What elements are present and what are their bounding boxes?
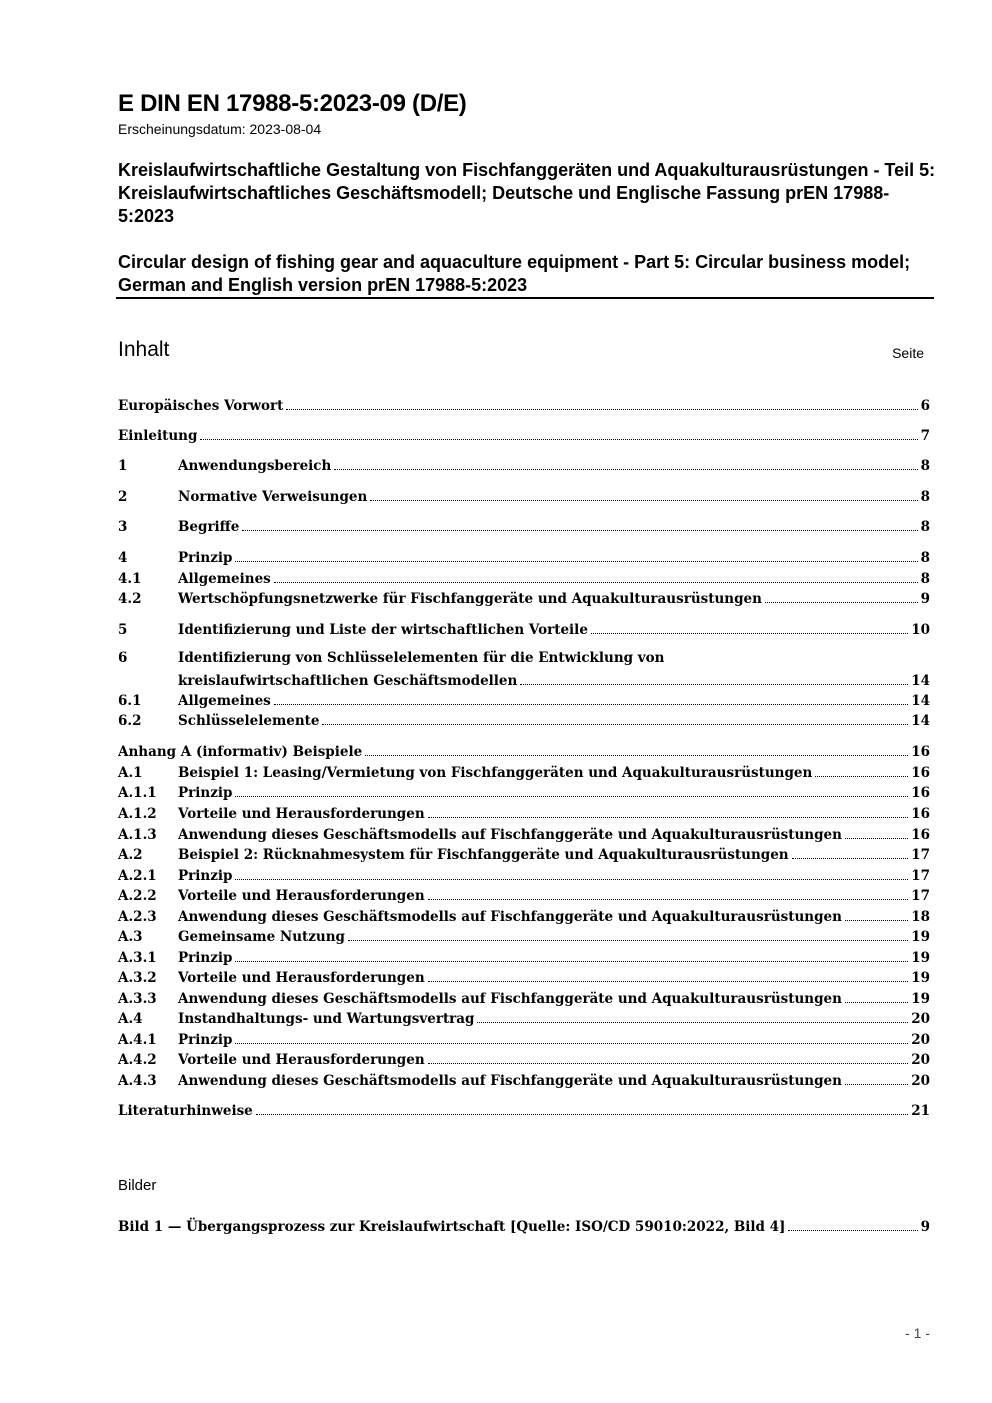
- toc-entry-number: A.4.1: [118, 1032, 157, 1048]
- toc-entry[interactable]: [118, 886, 930, 906]
- toc-entry-label: Normative Verweisungen: [178, 489, 368, 505]
- toc-entry-label: Anwendungsbereich: [178, 458, 332, 474]
- toc-entry-label: Beispiel 1: Leasing/Vermietung von Fischfanggeräten und Aquakulturausrüstungen: [178, 765, 813, 781]
- toc-entry-page: 8: [920, 571, 930, 587]
- toc-entry[interactable]: [118, 948, 930, 968]
- toc-entry-label: Prinzip: [178, 1032, 233, 1048]
- toc-entry-page: 17: [911, 847, 930, 863]
- toc-entry[interactable]: [118, 742, 930, 762]
- toc-entry[interactable]: [118, 1009, 930, 1029]
- toc-entry[interactable]: [118, 845, 930, 865]
- toc-entry[interactable]: [118, 426, 930, 446]
- toc-entry-number: A.2.2: [118, 888, 157, 904]
- toc-entry-number: 6.1: [118, 693, 142, 709]
- toc-entry-label: Identifizierung und Liste der wirtschaftlichen Vorteile: [178, 622, 588, 638]
- toc-entry-page: 20: [911, 1073, 930, 1089]
- dot-leader: [520, 671, 908, 685]
- toc-entry[interactable]: [118, 711, 930, 731]
- toc-entry-number: A.1.2: [118, 806, 157, 822]
- toc-entry-continuation[interactable]: [178, 671, 930, 691]
- toc-entry[interactable]: [118, 1071, 930, 1091]
- toc-entry[interactable]: [118, 569, 930, 589]
- figure-list-entry[interactable]: [118, 1217, 930, 1237]
- toc-entry-number: A.3.1: [118, 950, 157, 966]
- toc-entry-number: A.4.2: [118, 1052, 157, 1068]
- toc-entry-page: 7: [920, 428, 930, 444]
- dot-leader: [845, 907, 908, 921]
- toc-entry-number: 6.2: [118, 713, 142, 729]
- publication-date: Erscheinungsdatum: 2023-08-04: [118, 121, 322, 137]
- toc-entry-number: 3: [118, 519, 128, 535]
- dot-leader: [765, 589, 918, 603]
- toc-entry[interactable]: [118, 1030, 930, 1050]
- toc-entry-page: 8: [920, 550, 930, 566]
- dot-leader: [845, 825, 908, 839]
- toc-entry-number: 5: [118, 622, 128, 638]
- dot-leader: [235, 866, 908, 880]
- dot-leader: [370, 487, 917, 501]
- toc-entry-label: Vorteile und Herausforderungen: [178, 970, 425, 986]
- toc-entry-label: Prinzip: [178, 785, 233, 801]
- toc-entry[interactable]: [118, 783, 930, 803]
- toc-entry-label: Vorteile und Herausforderungen: [178, 1052, 425, 1068]
- toc-entry[interactable]: [118, 517, 930, 537]
- dot-leader: [365, 742, 908, 756]
- title-german: Kreislaufwirtschaftliche Gestaltung von Fischfanggeräten und Aquakulturausrüstungen - Teil 5: Kreislaufwirtschaftliches Geschäftsmodell; Deutsche und Englische Fassung prEN 17988-5:2023: [118, 160, 936, 226]
- toc-entry-number: 4: [118, 550, 128, 566]
- toc-entry-label: Gemeinsame Nutzung: [178, 929, 345, 945]
- toc-entry-page: 17: [911, 868, 930, 884]
- figure-entry-label: Bild 1 — Übergangsprozess zur Kreislaufwirtschaft [Quelle: ISO/CD 59010:2022, Bild 4]: [118, 1219, 786, 1235]
- toc-entry-label: Prinzip: [178, 950, 233, 966]
- toc-entry-page: 14: [911, 673, 930, 689]
- toc-entry-number: A.2.3: [118, 909, 157, 925]
- toc-entry[interactable]: [118, 620, 930, 640]
- figure-entry-page: 9: [920, 1219, 930, 1235]
- figures-heading: Bilder: [118, 1177, 157, 1194]
- toc-entry-label: Schlüsselelemente: [178, 713, 320, 729]
- toc-entry-label: Instandhaltungs- und Wartungsvertrag: [178, 1011, 475, 1027]
- dot-leader: [428, 1050, 909, 1064]
- dot-leader: [845, 989, 908, 1003]
- dot-leader: [845, 1071, 908, 1085]
- toc-entry-number: 6: [118, 650, 128, 666]
- toc-entry-number: 4.1: [118, 571, 142, 587]
- toc-entry-label: Europäisches Vorwort: [118, 398, 284, 414]
- toc-entry[interactable]: [118, 548, 930, 568]
- toc-entry-label: Anwendung dieses Geschäftsmodells auf Fischfanggeräte und Aquakulturausrüstungen: [178, 827, 842, 843]
- toc-entry-number: A.1.3: [118, 827, 157, 843]
- toc-entry-label: Anwendung dieses Geschäftsmodells auf Fischfanggeräte und Aquakulturausrüstungen: [178, 991, 842, 1007]
- dot-leader: [815, 763, 908, 777]
- toc-entry-label: Prinzip: [178, 550, 233, 566]
- toc-entry-page: 16: [911, 744, 930, 760]
- toc-entry-page: 21: [911, 1103, 930, 1119]
- toc-entry-page: 10: [911, 622, 930, 638]
- dot-leader: [286, 396, 917, 410]
- toc-entry[interactable]: [118, 1101, 930, 1121]
- toc-entry[interactable]: [118, 456, 930, 476]
- toc-entry-label: Beispiel 2: Rücknahmesystem für Fischfanggeräte und Aquakulturausrüstungen: [178, 847, 789, 863]
- dot-leader: [242, 517, 917, 531]
- toc-entry-number: A.3.2: [118, 970, 157, 986]
- toc-entry-page: 19: [911, 991, 930, 1007]
- dot-leader: [274, 569, 918, 583]
- toc-entry[interactable]: [118, 589, 930, 609]
- dot-leader: [235, 548, 917, 562]
- toc-entry[interactable]: [118, 989, 930, 1009]
- dot-leader: [788, 1217, 917, 1231]
- dot-leader: [334, 456, 917, 470]
- toc-entry-label: Anwendung dieses Geschäftsmodells auf Fischfanggeräte und Aquakulturausrüstungen: [178, 909, 842, 925]
- page-number: - 1 -: [905, 1325, 930, 1341]
- toc-entry-label: Allgemeines: [178, 571, 271, 587]
- dot-leader: [200, 426, 917, 440]
- toc-entry[interactable]: [118, 1050, 930, 1070]
- dot-leader: [256, 1101, 908, 1115]
- toc-entry-label: Wertschöpfungsnetzwerke für Fischfanggeräte und Aquakulturausrüstungen: [178, 591, 762, 607]
- toc-entry-page: 20: [911, 1032, 930, 1048]
- dot-leader: [235, 948, 908, 962]
- toc-entry-label: Allgemeines: [178, 693, 271, 709]
- toc-entry-page: 17: [911, 888, 930, 904]
- document-id: E DIN EN 17988-5:2023-09 (D/E): [118, 90, 467, 117]
- toc-entry-number: A.4: [118, 1011, 143, 1027]
- toc-entry[interactable]: [118, 825, 930, 845]
- toc-entry[interactable]: [118, 927, 930, 947]
- dot-leader: [591, 620, 908, 634]
- dot-leader: [348, 927, 908, 941]
- toc-entry-label: Einleitung: [118, 428, 198, 444]
- toc-entry-number: A.1: [118, 765, 143, 781]
- toc-entry-label: Vorteile und Herausforderungen: [178, 806, 425, 822]
- toc-entry-number: A.2.1: [118, 868, 157, 884]
- toc-entry-page: 16: [911, 827, 930, 843]
- toc-entry-page: 8: [920, 519, 930, 535]
- toc-entry[interactable]: [118, 763, 930, 783]
- toc-entry-page: 20: [911, 1052, 930, 1068]
- toc-entry-number: A.3.3: [118, 991, 157, 1007]
- toc-entry-page: 16: [911, 765, 930, 781]
- toc-entry-number: A.1.1: [118, 785, 157, 801]
- toc-entry-label: Anwendung dieses Geschäftsmodells auf Fischfanggeräte und Aquakulturausrüstungen: [178, 1073, 842, 1089]
- dot-leader: [792, 845, 909, 859]
- toc-entry-page: 19: [911, 929, 930, 945]
- toc-entry-label: Literaturhinweise: [118, 1103, 253, 1119]
- title-divider: [116, 297, 934, 299]
- toc-entry[interactable]: [118, 968, 930, 988]
- toc-entry-page: 8: [920, 458, 930, 474]
- toc-entry-label: Identifizierung von Schlüsselelementen für die Entwicklung von: [178, 650, 665, 666]
- dot-leader: [428, 886, 909, 900]
- title-english: Circular design of fishing gear and aquaculture equipment - Part 5: Circular business model; German and English version prEN 17988-5:2023: [118, 252, 911, 295]
- toc-entry-page: 20: [911, 1011, 930, 1027]
- toc-entry-label: Prinzip: [178, 868, 233, 884]
- toc-entry[interactable]: [118, 691, 930, 711]
- toc-entry[interactable]: [118, 866, 930, 886]
- toc-entry-label: Anhang A (informativ) Beispiele: [118, 744, 363, 760]
- dot-leader: [235, 783, 908, 797]
- toc-entry[interactable]: [118, 907, 930, 927]
- toc-entry-page: 8: [920, 489, 930, 505]
- toc-entry-page: 6: [920, 398, 930, 414]
- toc-entry-page: 16: [911, 806, 930, 822]
- toc-entry[interactable]: [118, 487, 930, 507]
- toc-entry[interactable]: [118, 650, 930, 670]
- dot-leader: [322, 711, 908, 725]
- toc-entry-number: 2: [118, 489, 128, 505]
- dot-leader: [477, 1009, 908, 1023]
- toc-entry-number: 1: [118, 458, 128, 474]
- toc-entry-page: 9: [920, 591, 930, 607]
- toc-entry-label: Vorteile und Herausforderungen: [178, 888, 425, 904]
- toc-entry-label-continued: kreislaufwirtschaftlichen Geschäftsmodellen: [178, 673, 518, 689]
- toc-entry[interactable]: [118, 396, 930, 416]
- toc-entry-number: 4.2: [118, 591, 142, 607]
- toc-entry-label: Begriffe: [178, 519, 240, 535]
- toc-entry-page: 14: [911, 693, 930, 709]
- toc-entry-page: 19: [911, 950, 930, 966]
- toc-entry-number: A.2: [118, 847, 143, 863]
- toc-entry-page: 18: [911, 909, 930, 925]
- dot-leader: [428, 968, 909, 982]
- dot-leader: [235, 1030, 908, 1044]
- toc-page-column-label: Seite: [892, 345, 924, 361]
- toc-entry-page: 19: [911, 970, 930, 986]
- toc-entry-page: 14: [911, 713, 930, 729]
- toc-entry-page: 16: [911, 785, 930, 801]
- toc-entry-number: A.3: [118, 929, 143, 945]
- dot-leader: [274, 691, 908, 705]
- toc-entry[interactable]: [118, 804, 930, 824]
- dot-leader: [428, 804, 909, 818]
- toc-entry-number: A.4.3: [118, 1073, 157, 1089]
- toc-heading: Inhalt: [118, 338, 170, 361]
